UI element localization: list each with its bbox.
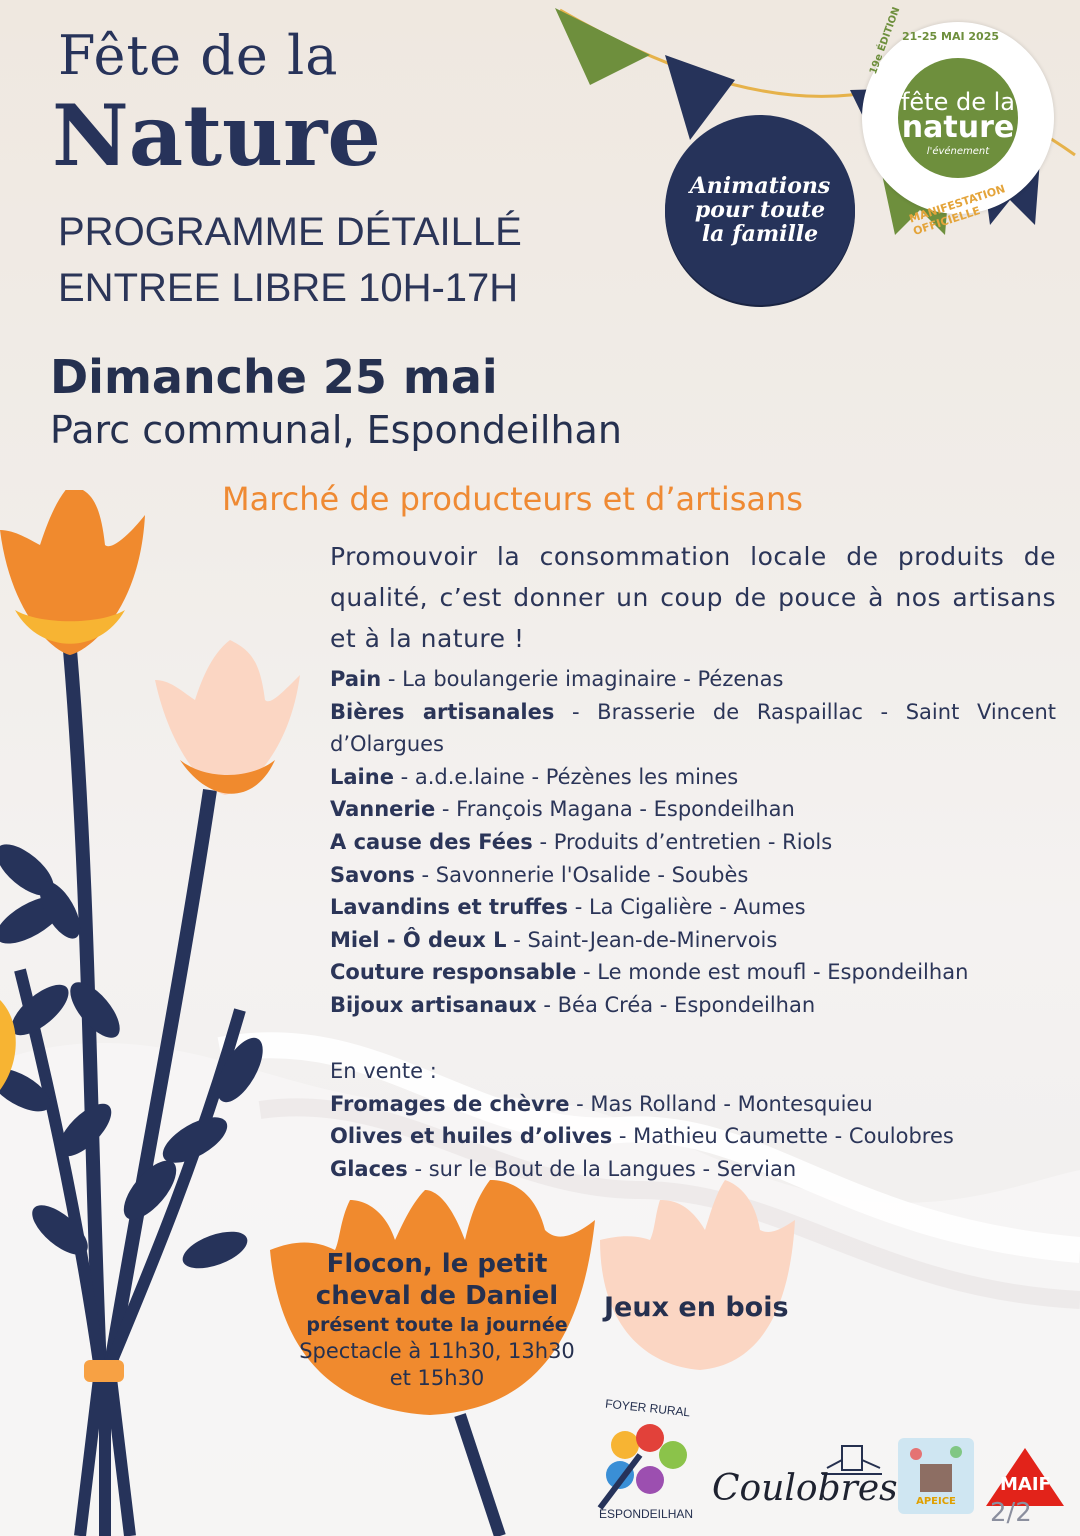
exhibitor-name: Couture responsable: [330, 960, 577, 985]
jeux-en-bois: Jeux en bois: [604, 1292, 789, 1323]
coulobres-text: Coulobres: [712, 1468, 898, 1509]
animations-line1: Animations: [689, 173, 831, 199]
hands-icon: [595, 1420, 695, 1510]
exhibitor-name: Bijoux artisanaux: [330, 992, 537, 1017]
exhibitor-detail: - François Magana - Espondeilhan: [435, 797, 795, 822]
title-line1: Fête de la: [58, 24, 339, 87]
exhibitor-detail: - Béa Créa - Espondeilhan: [536, 992, 816, 1017]
flocon-info: [282, 1248, 592, 1392]
exhibitor-name: Lavandins et truffes: [330, 895, 569, 920]
exhibitor-detail: - La Cigalière - Aumes: [568, 895, 806, 920]
maif-text: MAIF: [1000, 1474, 1051, 1495]
subtitle-programme: PROGRAMME DÉTAILLÉ: [58, 210, 522, 254]
exhibitor-detail: - Savonnerie l'Osalide - Soubès: [414, 862, 749, 887]
sale-name: Olives et huiles d’olives: [330, 1124, 613, 1149]
badge-edition: 19e ÉDITION: [868, 5, 903, 76]
badge-official: MANIFESTATION OFFICIELLE: [907, 182, 1007, 238]
flocon-line1: Flocon, le petit: [326, 1249, 548, 1279]
exhibitor-detail: - Le monde est moufl - Espondeilhan: [576, 960, 969, 985]
market-intro: Promouvoir la consommation locale de produits de qualité, c’est donner un coup de pouce à nos artisans et à la nature !: [330, 542, 1056, 653]
list-item: [330, 1088, 1056, 1121]
flocon-line5: et 15h30: [389, 1366, 485, 1390]
animations-line2: pour toute: [694, 197, 826, 223]
exhibitor-name: Vannerie: [330, 797, 436, 822]
badge-logo-line2: nature: [901, 110, 1015, 145]
list-item: [330, 924, 1056, 957]
subtitle-entry: ENTREE LIBRE 10H-17H: [58, 266, 519, 310]
list-item: [330, 826, 1056, 859]
list-item: [330, 859, 1056, 892]
foyer-top-text: FOYER RURAL: [604, 1396, 691, 1420]
page-number: 2/2: [990, 1498, 1032, 1528]
exhibitor-detail: - Produits d’entretien - Riols: [532, 829, 833, 854]
list-item: [330, 793, 1056, 826]
exhibitor-detail: - Saint-Jean-de-Minervois: [506, 927, 778, 952]
list-item: [330, 696, 1056, 761]
animations-line3: la famille: [701, 221, 819, 247]
exhibitor-detail: - a.d.e.laine - Pézènes les mines: [393, 764, 739, 789]
exhibitor-detail: - Brasserie de Raspaillac - Saint Vincent d’Olargues: [330, 699, 1057, 757]
exhibitor-name: A cause des Fées: [330, 829, 533, 854]
flocon-line3: présent toute la journée: [306, 1314, 568, 1336]
exhibitor-name: Bières artisanales: [330, 699, 555, 724]
sale-detail: - sur le Bout de la Langues - Servian: [407, 1156, 797, 1181]
exhibitor-detail: - La boulangerie imaginaire - Pézenas: [381, 667, 784, 691]
flocon-line2: cheval de Daniel: [315, 1281, 559, 1311]
title-line2: Nature: [52, 86, 381, 185]
badge-logo: [898, 58, 1018, 178]
exhibitor-name: Savons: [330, 862, 415, 887]
market-heading: Marché de producteurs et d’artisans: [222, 480, 803, 518]
list-item: [330, 761, 1056, 794]
apeice-logo: [898, 1438, 974, 1514]
badge-dates: 21-25 MAI 2025: [902, 30, 1000, 43]
exhibitor-name: Pain: [330, 667, 382, 691]
list-item: [330, 891, 1056, 924]
sale-name: Fromages de chèvre: [330, 1091, 570, 1116]
exhibitor-list: [330, 663, 1056, 1022]
badge-logo-line3: l'événement: [926, 146, 990, 157]
event-date: Dimanche 25 mai: [50, 350, 498, 404]
sale-detail: - Mas Rolland - Montesquieu: [569, 1091, 873, 1116]
coulobres-logo: [712, 1440, 898, 1530]
list-item: [330, 1120, 1056, 1153]
foyer-bottom-text: ESPONDEILHAN: [599, 1507, 694, 1521]
sale-list: [330, 1055, 1056, 1185]
sale-detail: - Mathieu Caumette - Coulobres: [612, 1124, 954, 1149]
list-item: [330, 989, 1056, 1022]
animations-badge: [665, 115, 855, 305]
list-item: [330, 663, 1056, 696]
list-item: [330, 956, 1056, 989]
sale-name: Glaces: [330, 1156, 408, 1181]
flocon-line4: Spectacle à 11h30, 13h30: [299, 1339, 575, 1363]
event-place: Parc communal, Espondeilhan: [50, 408, 622, 452]
sale-label: En vente :: [330, 1059, 437, 1083]
foyer-rural-logo: [585, 1395, 710, 1530]
official-event-badge: [862, 5, 1054, 238]
apeice-text: APEICE: [916, 1496, 956, 1507]
badge-logo-line1: fête de la: [900, 88, 1016, 116]
exhibitor-name: Miel - Ô deux L: [330, 927, 507, 952]
exhibitor-name: Laine: [330, 764, 394, 789]
